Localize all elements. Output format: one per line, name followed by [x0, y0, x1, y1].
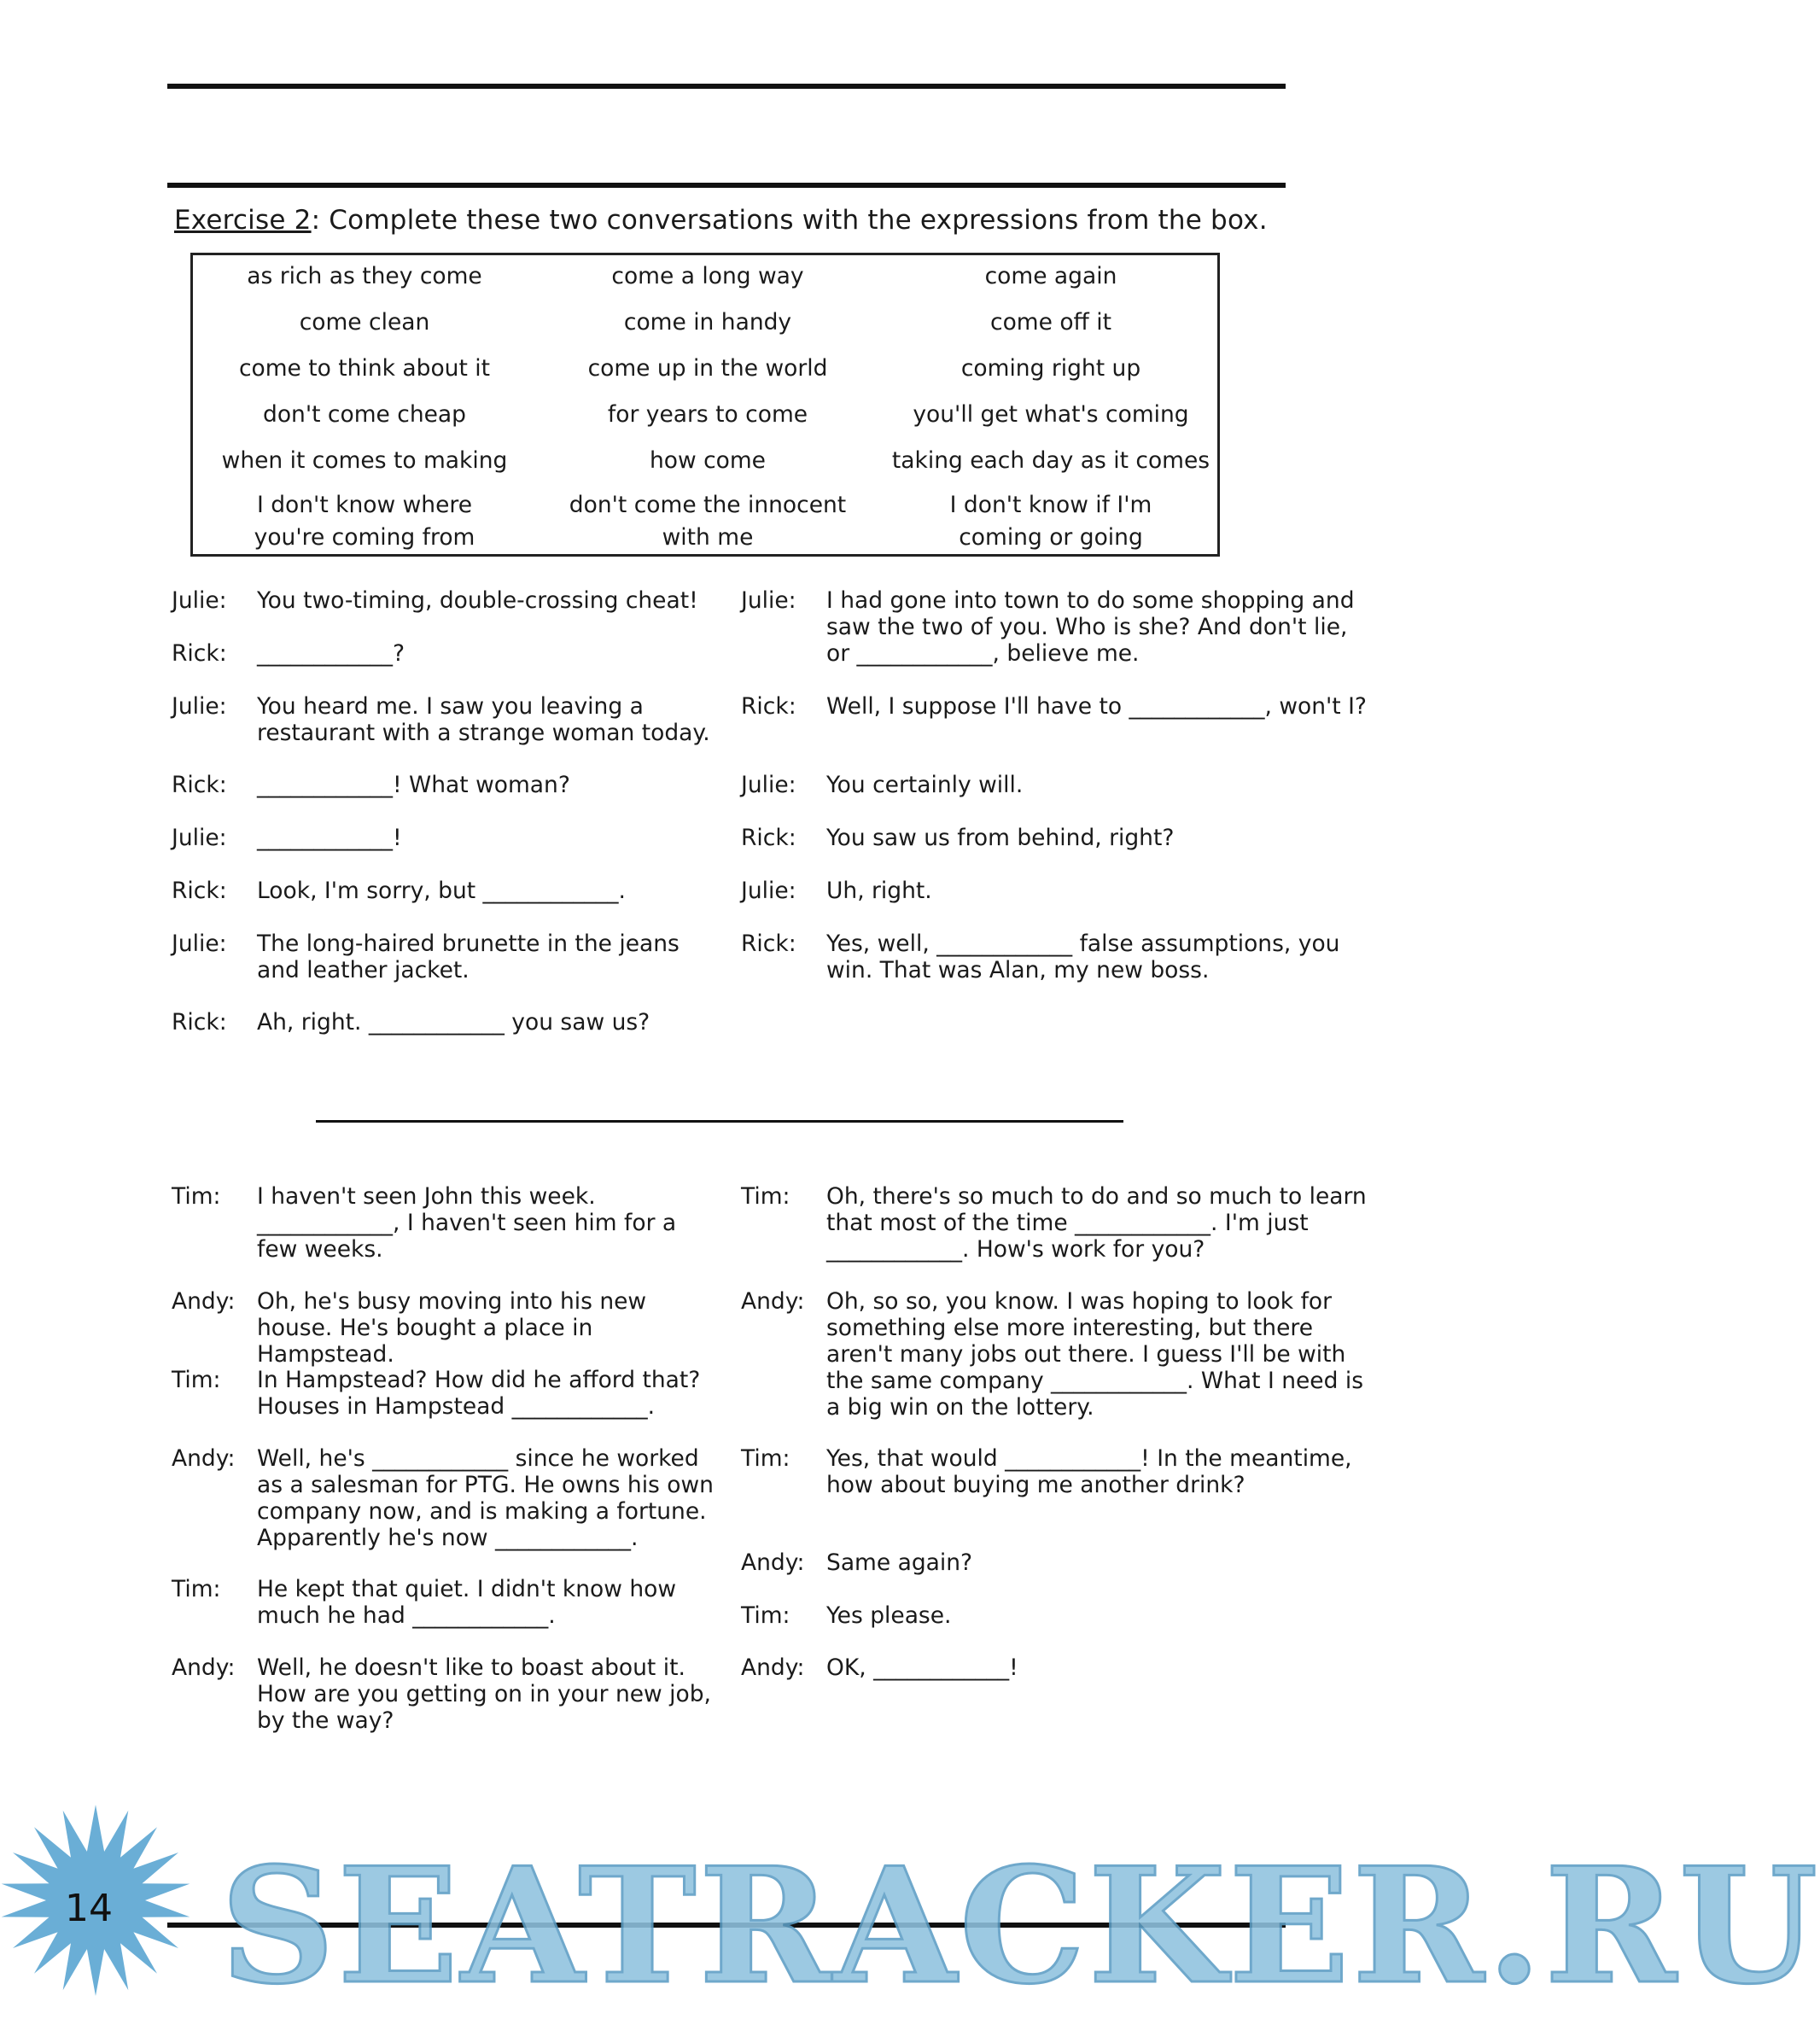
line-text: Look, I'm sorry, but ____________.	[257, 878, 626, 904]
line-text: In Hampstead? How did he afford that? Houses in Hampstead ____________.	[257, 1367, 701, 1420]
expression: don't come cheap	[263, 401, 466, 428]
line-text: You saw us from behind, right?	[826, 825, 1175, 851]
expression: come a long way	[611, 263, 804, 289]
line-text: Well, he's ____________ since he worked as a salesman for PTG. He owns his own company now, and is making a fortune. Apparently he's now ____________.	[257, 1445, 714, 1551]
conversation-divider	[316, 1120, 1123, 1123]
speaker: Julie:	[741, 587, 796, 614]
watermark-logo: SEATRACKER.RU	[220, 1832, 1820, 2019]
expression: I don't know where you're coming from	[254, 492, 475, 551]
line-text: Oh, he's busy moving into his new house. He's bought a place in Hampstead.	[257, 1288, 647, 1368]
speaker: Tim:	[741, 1445, 790, 1472]
line-text: Well, I suppose I'll have to ____________, won't I?	[826, 693, 1367, 720]
speaker: Tim:	[172, 1183, 221, 1210]
speaker: Tim:	[741, 1602, 790, 1629]
speaker: Julie:	[172, 825, 227, 851]
line-text: You certainly will.	[826, 772, 1024, 798]
expression: come again	[984, 263, 1117, 289]
speaker: Rick:	[741, 825, 796, 851]
line-text: ____________!	[257, 825, 402, 851]
speaker: Andy:	[172, 1288, 236, 1315]
line-text: You heard me. I saw you leaving a restaurant with a strange woman today.	[257, 693, 710, 746]
expression: how come	[649, 447, 766, 474]
expression: when it comes to making	[221, 447, 508, 474]
speaker: Rick:	[741, 693, 796, 720]
exercise-instruction	[174, 205, 1268, 236]
line-text: Uh, right.	[826, 878, 932, 904]
line-text: ____________! What woman?	[257, 772, 570, 798]
speaker: Tim:	[172, 1576, 221, 1602]
expression: for years to come	[607, 401, 808, 428]
line-text: Oh, there's so much to do and so much to learn that most of the time ____________. I'm just ____________. How's work for you?	[826, 1183, 1367, 1263]
line-text: Ah, right. ____________ you saw us?	[257, 1009, 650, 1036]
line-text: Well, he doesn't like to boast about it. How are you getting on in your new job, by the way?	[257, 1654, 711, 1734]
speaker: Rick:	[172, 1009, 227, 1036]
speaker: Andy:	[172, 1445, 236, 1472]
speaker: Julie:	[172, 931, 227, 957]
speaker: Andy:	[172, 1654, 236, 1681]
expression: come clean	[299, 309, 430, 336]
speaker: Andy:	[741, 1549, 805, 1576]
line-text: Yes, well, ____________ false assumptions, you win. That was Alan, my new boss.	[826, 931, 1340, 983]
speaker: Rick:	[741, 931, 796, 957]
expression: taking each day as it comes	[891, 447, 1210, 474]
speaker: Tim:	[172, 1367, 221, 1393]
page-number: 14	[65, 1887, 113, 1930]
speaker: Julie:	[172, 587, 227, 614]
top-rule	[167, 84, 1286, 89]
exercise-label: Exercise 2	[174, 205, 312, 236]
expressions-box	[190, 253, 1220, 557]
line-text: OK, ____________!	[826, 1654, 1018, 1681]
line-text: Oh, so so, you know. I was hoping to look for something else more interesting, but there aren't many jobs out there. I guess I'll be with the same company ____________. What I need is a big win on the lottery.	[826, 1288, 1364, 1421]
expression: come to think about it	[238, 355, 491, 382]
line-text: He kept that quiet. I didn't know how much he had ____________.	[257, 1576, 677, 1629]
expression: coming right up	[960, 355, 1141, 382]
expression: don't come the innocent with me	[569, 492, 847, 551]
speaker: Andy:	[741, 1288, 805, 1315]
expression: come up in the world	[587, 355, 828, 382]
speaker: Rick:	[172, 878, 227, 904]
expression: I don't know if I'm coming or going	[949, 492, 1152, 551]
speaker: Rick:	[172, 772, 227, 798]
line-text: Yes, that would ____________! In the meantime, how about buying me another drink?	[826, 1445, 1352, 1498]
expression: come off it	[990, 309, 1111, 336]
speaker: Julie:	[741, 878, 796, 904]
speaker: Rick:	[172, 640, 227, 667]
header-rule	[167, 183, 1286, 188]
line-text: I haven't seen John this week. ____________, I haven't seen him for a few weeks.	[257, 1183, 677, 1263]
line-text: Same again?	[826, 1549, 973, 1576]
line-text: Yes please.	[826, 1602, 952, 1629]
expression: as rich as they come	[247, 263, 482, 289]
speaker: Julie:	[172, 693, 227, 720]
speaker: Andy:	[741, 1654, 805, 1681]
speaker: Julie:	[741, 772, 796, 798]
line-text: ____________?	[257, 640, 405, 667]
expression: come in handy	[623, 309, 792, 336]
line-text: The long-haired brunette in the jeans and leather jacket.	[257, 931, 680, 983]
speaker: Tim:	[741, 1183, 790, 1210]
instruction-text: : Complete these two conversations with the expressions from the box.	[311, 205, 1268, 236]
line-text: I had gone into town to do some shopping and saw the two of you. Who is she? And don't lie, or ____________, believe me.	[826, 587, 1355, 667]
line-text: You two-timing, double-crossing cheat!	[257, 587, 698, 614]
expression: you'll get what's coming	[913, 401, 1189, 428]
